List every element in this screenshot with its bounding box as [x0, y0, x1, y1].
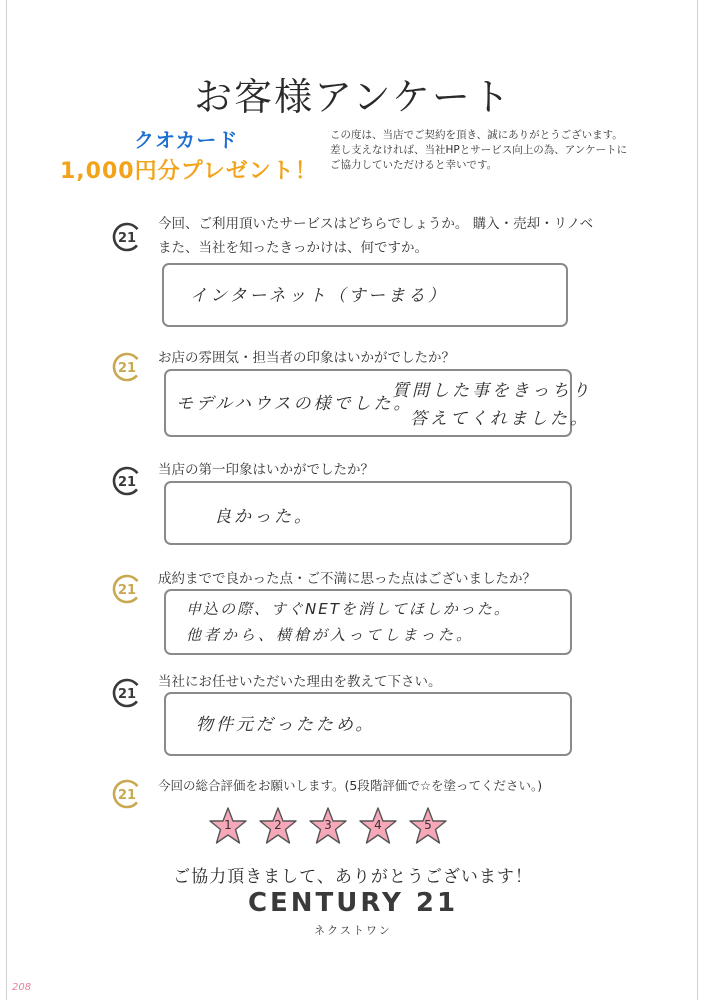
rating-star[interactable] [208, 806, 248, 846]
answer-4-line-1: 申込の際、すぐNETを消してほしかった。 [186, 600, 511, 618]
star-number: 3 [324, 818, 332, 832]
question-5: 当社にお任せいただいた理由を教えて下さい。 [158, 674, 442, 690]
rating-stars [208, 806, 448, 846]
c21-badge-icon [112, 222, 142, 252]
page-number: 208 [12, 982, 32, 993]
left-border [6, 0, 7, 1000]
question-3: 当店の第一印象はいかがでしたか？ [158, 462, 374, 478]
question-4: 成約までで良かった点・ご不満に思った点はございましたか？ [158, 571, 536, 587]
star-number: 2 [274, 818, 282, 832]
answer-4-line-2: 他者から、横槍が入ってしまった。 [186, 626, 475, 644]
rating-star[interactable] [358, 806, 398, 846]
question-6: 今回の総合評価をお願いします。(5段階評価で☆を塗ってください。) [158, 778, 543, 793]
answer-2-line-3: 答えてくれました。 [410, 409, 590, 429]
star-number: 4 [374, 818, 382, 832]
question-1-line-1: 今回、ご利用頂いたサービスはどちらでしょうか。 購入・売却・リノベ [158, 216, 594, 232]
badge-label: 21 [117, 687, 137, 702]
brand-logo: CENTURY 21 [247, 888, 459, 918]
right-border [697, 0, 698, 1000]
intro-text [330, 128, 670, 173]
answer-2-line-2: 質問した事をきっちり [392, 381, 592, 401]
badge-label: 21 [117, 788, 137, 803]
intro-line: 差し支えなければ、当社HPとサービス向上の為、アンケートに [330, 144, 628, 156]
promo-present: 1,000円分プレゼント！ [60, 159, 318, 184]
star-number: 5 [424, 818, 432, 832]
badge-label: 21 [117, 361, 137, 376]
badge-label: 21 [117, 231, 137, 246]
answer-3-text: 良かった。 [214, 507, 314, 527]
c21-badge-icon [112, 466, 142, 496]
badge-label: 21 [117, 583, 137, 598]
rating-star[interactable] [408, 806, 448, 846]
c21-badge-icon [112, 779, 142, 809]
answer-2-line-1: モデルハウスの様でした。 [176, 394, 414, 414]
promo-quocard: クオカード [134, 128, 239, 152]
star-number: 1 [224, 818, 232, 832]
answer-1-text: インターネット（すーまる） [190, 286, 448, 306]
question-1-line-2: また、当社を知ったきっかけは、何ですか。 [158, 240, 428, 256]
intro-line: ご協力していただけると幸いです。 [330, 159, 498, 171]
thanks-message: ご協力頂きまして、ありがとうございます！ [173, 867, 533, 887]
answer-5-text: 物件元だったため。 [196, 715, 376, 735]
badge-label: 21 [117, 475, 137, 490]
c21-badge-icon [112, 678, 142, 708]
intro-line: この度は、当店でご契約を頂き、誠にありがとうございます。 [330, 129, 623, 141]
page-title: お客様アンケート [194, 75, 512, 119]
c21-badge-icon [112, 352, 142, 382]
brand-subtitle: ネクストワン [314, 924, 392, 937]
rating-star[interactable] [258, 806, 298, 846]
question-2: お店の雰囲気・担当者の印象はいかがでしたか？ [158, 350, 455, 366]
rating-star[interactable] [308, 806, 348, 846]
c21-badge-icon [112, 574, 142, 604]
